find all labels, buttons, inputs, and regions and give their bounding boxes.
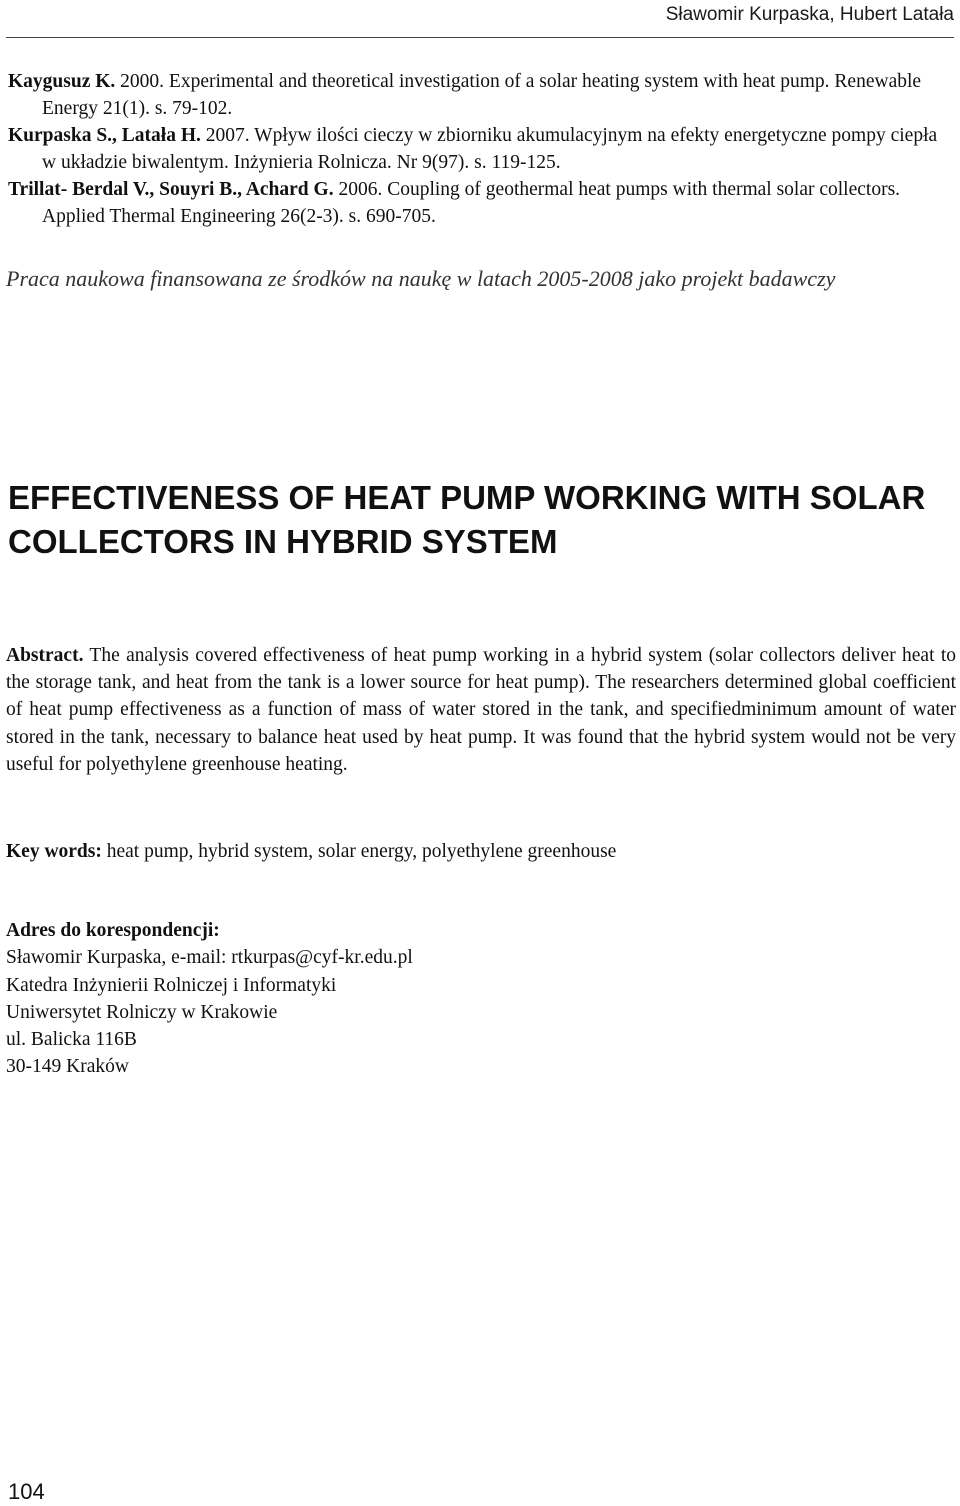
funding-note: Praca naukowa finansowana ze środków na naukę w latach 2005-2008 jako projekt badawczy [6, 266, 836, 291]
reference-item [8, 68, 956, 122]
reference-text: 2007. Wpływ ilości cieczy w zbiorniku akumulacyjnym na efekty energetyczne pompy ciepła w układzie biwalentym. Inżynieria Rolnicza. Nr 9(97). s. 119-125. [42, 125, 938, 173]
reference-item [8, 122, 956, 176]
abstract-text: The analysis covered effectiveness of heat pump working in a hybrid system (solar collectors deliver heat to the storage tank, and heat from the tank is a lower source for heat pump). The researchers determined global coefficient of heat pump effectiveness as a function of mass of water stored in the tank, and specifiedminimum amount of water stored in the tank, necessary to balance heat used by heat pump. It was found that the hybrid system would not be very useful for polyethylene greenhouse heating. [6, 645, 956, 775]
reference-text: 2000. Experimental and theoretical investigation of a solar heating system with heat pump. Renewable Energy 21(1). s. 79-102. [42, 71, 922, 119]
correspondence-line: ul. Balicka 116B [6, 1029, 137, 1051]
header-rule [6, 37, 954, 38]
reference-authors: Kaygusuz K. [8, 71, 116, 92]
keywords [6, 838, 956, 865]
reference-authors: Trillat- Berdal V., Souyri B., Achard G. [8, 179, 334, 200]
correspondence-address [6, 917, 956, 1081]
keywords-label: Key words: [6, 841, 102, 862]
keywords-text: heat pump, hybrid system, solar energy, polyethylene greenhouse [101, 841, 617, 862]
abstract-label: Abstract. [6, 645, 84, 666]
reference-list [8, 68, 956, 230]
correspondence-line: Sławomir Kurpaska, e-mail: rtkurpas@cyf-kr.edu.pl [6, 947, 413, 969]
running-header-authors: Sławomir Kurpaska, Hubert Latała [665, 4, 954, 25]
correspondence-line: Katedra Inżynierii Rolniczej i Informatyki [6, 974, 337, 996]
correspondence-line: 30-149 Kraków [6, 1056, 129, 1078]
reference-text: 2006. Coupling of geothermal heat pumps with thermal solar collectors. Applied Thermal Engineering 26(2-3). s. 690-705. [42, 179, 901, 227]
correspondence-label: Adres do korespondencji: [6, 920, 220, 941]
reference-item [8, 176, 956, 230]
reference-authors: Kurpaska S., Latała H. [8, 125, 201, 146]
page-number: 104 [8, 1479, 45, 1504]
english-title: EFFECTIVENESS OF HEAT PUMP WORKING WITH SOLAR COLLECTORS IN HYBRID SYSTEM [8, 479, 926, 560]
abstract [6, 642, 956, 778]
correspondence-line: Uniwersytet Rolniczy w Krakowie [6, 1001, 278, 1023]
